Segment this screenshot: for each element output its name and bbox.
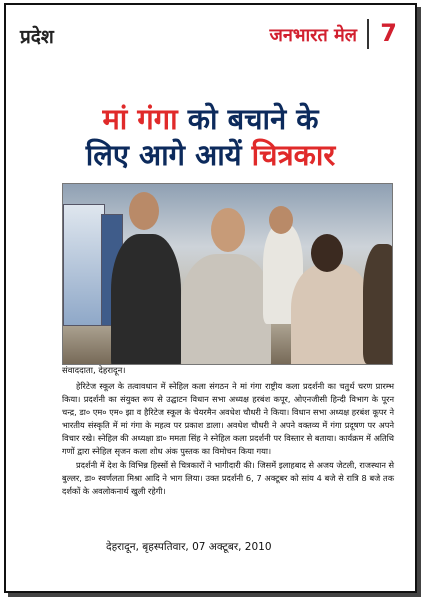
woman-head <box>311 234 343 272</box>
headline-highlight-2: चित्रकार <box>251 138 336 172</box>
man-grey-shirt <box>181 254 271 365</box>
painting-left <box>63 204 105 326</box>
section-name: प्रदेश <box>20 26 54 48</box>
event-photo <box>62 183 393 365</box>
headline <box>16 101 405 173</box>
paragraph: हेरिटेज स्कूल के तत्वावधान में स्नेहिल कला संगठन ने मां गंगा राष्ट्रीय कला प्रदर्शनी का चतुर्थ चरण प्रारम्भ किया। प्रदर्शनी का संयुक्त रूप से उद्घाटन विधान सभा अध्यक्ष हरबंश कपूर, ओएनजीसी हिन्दी विभाग के पूरन चन्द्र, डा० एम० एम० झा व हैरिटेज स्कूल के चेयरमैन अवधेश चौधरी ने किया। विधान सभा अध्यक्ष हरबंश कूपर ने भारतीय संस्कृति में मां गंगा के महत्व पर प्रकाश डाला। अवधेश चौधरी ने अपने वक्तव्य में गंगा प्रदूषण पर अपने विचार रखे। स्नेहिल की अध्यक्षा डा० ममता सिंह ने स्नेहिल कला प्रदर्शनी पर विस्तार से बताया। कार्यक्रम में अतिथि गणों द्वारा स्नेहिल सृजन कला शोध अंक पुस्तक का विमोचन किया गया। <box>62 381 394 457</box>
man-background-head <box>269 206 293 234</box>
man-grey-shirt-head <box>211 208 245 252</box>
woman-saree <box>291 264 371 365</box>
person-right <box>363 244 393 364</box>
man-dark-suit-head <box>129 192 159 230</box>
newspaper-name: जनभारत मेल <box>269 25 357 46</box>
dateline: देहरादून, बृहस्पतिवार, 07 अक्टूबर, 2010 <box>106 541 272 553</box>
article-body <box>62 380 394 498</box>
paragraph: प्रदर्शनी में देश के विभिन्न हिस्सों से चित्रकारों ने भागीदारी की। जिसमें इलाहबाद से अजय जेटली, राजस्थान से बुल्लर, डा० स्वर्णलता मिश्रा आदि ने भाग लिया। उक्त प्रदर्शनी 6, 7 अक्टूबर को सांय 4 बजे से रात्रि 8 बजे तक दर्शकों के अवलोकनार्थ खुली रहेगी। <box>62 459 394 496</box>
newspaper-clipping <box>4 3 417 593</box>
byline: संवाददाता, देहरादून। <box>62 366 126 376</box>
page-number: 7 <box>380 19 397 47</box>
man-dark-suit <box>111 234 181 365</box>
headline-part-2: लिए आगे आयें <box>85 138 252 172</box>
headline-rest-1: को बचाने के <box>187 102 319 136</box>
header-divider <box>367 19 369 49</box>
page-header <box>6 5 415 55</box>
headline-line-2 <box>16 137 405 173</box>
headline-highlight-1: मां गंगा <box>102 102 178 136</box>
headline-line-1 <box>16 101 405 137</box>
